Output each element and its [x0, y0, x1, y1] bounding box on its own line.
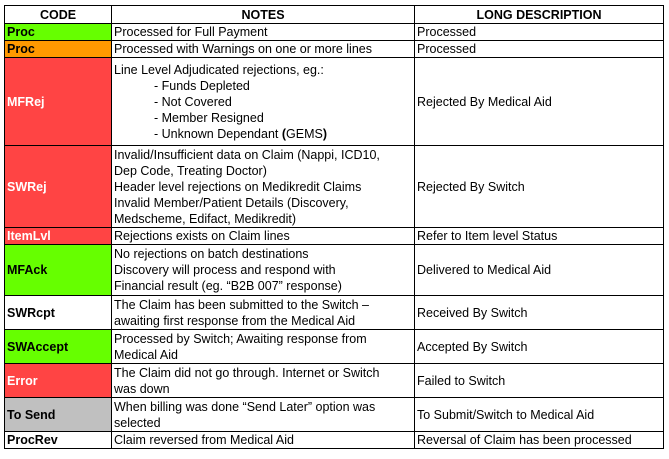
note-line: Header level rejections on Medikredit Claims	[114, 179, 362, 194]
status-code-cell: SWRcpt	[5, 296, 112, 330]
long-description-cell: Failed to Switch	[415, 364, 664, 398]
note-line: Medical Aid	[114, 347, 178, 362]
header-code: CODE	[5, 6, 112, 24]
long-description-cell: Received By Switch	[415, 296, 664, 330]
table-row	[5, 364, 664, 398]
header-notes: NOTES	[112, 6, 415, 24]
notes-cell	[112, 296, 415, 330]
note-line: Invalid/Insufficient data on Claim (Nappi, ICD10,	[114, 147, 380, 162]
notes-cell	[112, 146, 415, 228]
notes-cell	[112, 364, 415, 398]
note-bullet-paren-open: (	[281, 126, 287, 141]
table-row	[5, 398, 664, 432]
status-code-table	[4, 5, 664, 449]
long-description-cell: Delivered to Medical Aid	[415, 245, 664, 296]
note-bullet-paren-close: )	[322, 126, 328, 141]
status-code-cell: MFAck	[5, 245, 112, 296]
status-code-cell: ItemLvl	[5, 228, 112, 245]
note-line: Financial result (eg. “B2B 007” response)	[114, 279, 342, 293]
long-description-cell: To Submit/Switch to Medical Aid	[415, 398, 664, 432]
table-row	[5, 296, 664, 330]
note-line: selected	[114, 415, 161, 430]
table-row	[5, 245, 664, 296]
note-line: was down	[114, 381, 170, 396]
note-bullet: - Member Resigned	[154, 110, 264, 125]
long-description-cell: Rejected By Medical Aid	[415, 58, 664, 146]
note-line: Processed with Warnings on one or more lines	[114, 42, 372, 56]
long-description-cell: Refer to Item level Status	[415, 228, 664, 245]
note-line: When billing was done “Send Later” option was	[114, 399, 376, 414]
note-line: Discovery will process and respond with	[114, 263, 336, 277]
note-bullet: - Not Covered	[154, 94, 232, 109]
notes-cell	[112, 41, 415, 58]
note-line: The Claim has been submitted to the Switch –	[114, 297, 369, 312]
notes-cell	[112, 398, 415, 432]
notes-cell	[112, 245, 415, 296]
note-bullet-gems: GEMS	[286, 126, 323, 141]
header-long-description: LONG DESCRIPTION	[415, 6, 664, 24]
note-bullet	[114, 126, 412, 142]
table-row	[5, 432, 664, 449]
notes-cell	[112, 228, 415, 245]
long-description-cell: Processed	[415, 24, 664, 41]
note-line: Line Level Adjudicated rejections, eg.:	[114, 62, 324, 77]
status-code-cell: MFRej	[5, 58, 112, 146]
table-row	[5, 24, 664, 41]
status-code-cell: Proc	[5, 24, 112, 41]
long-description-cell: Reversal of Claim has been processed	[415, 432, 664, 449]
note-bullet: - Funds Depleted	[154, 78, 250, 93]
status-code-cell: Error	[5, 364, 112, 398]
note-line: Claim reversed from Medical Aid	[114, 433, 294, 447]
note-line: No rejections on batch destinations	[114, 247, 309, 261]
status-code-cell: SWRej	[5, 146, 112, 228]
status-code-cell: ProcRev	[5, 432, 112, 449]
notes-cell	[112, 432, 415, 449]
long-description-cell: Accepted By Switch	[415, 330, 664, 364]
status-code-cell: To Send	[5, 398, 112, 432]
note-line: Dep Code, Treating Doctor)	[114, 163, 267, 178]
notes-cell	[112, 330, 415, 364]
notes-cell	[112, 58, 415, 146]
notes-cell	[112, 24, 415, 41]
note-line: Processed for Full Payment	[114, 25, 268, 39]
table-row	[5, 330, 664, 364]
status-code-cell: Proc	[5, 41, 112, 58]
header-row	[5, 6, 664, 24]
note-line: Invalid Member/Patient Details (Discovery,	[114, 195, 349, 210]
table-row	[5, 146, 664, 228]
table-row	[5, 58, 664, 146]
long-description-cell: Processed	[415, 41, 664, 58]
status-code-cell: SWAccept	[5, 330, 112, 364]
note-line: Processed by Switch; Awaiting response from	[114, 331, 367, 346]
note-line: Medscheme, Edifact, Medikredit)	[114, 211, 297, 226]
note-bullet-text: - Unknown Dependant	[154, 126, 282, 141]
note-line: The Claim did not go through. Internet or Switch	[114, 365, 380, 380]
long-description-cell: Rejected By Switch	[415, 146, 664, 228]
note-line: Rejections exists on Claim lines	[114, 229, 290, 243]
table-row	[5, 228, 664, 245]
note-line: awaiting first response from the Medical Aid	[114, 313, 356, 328]
table-row	[5, 41, 664, 58]
